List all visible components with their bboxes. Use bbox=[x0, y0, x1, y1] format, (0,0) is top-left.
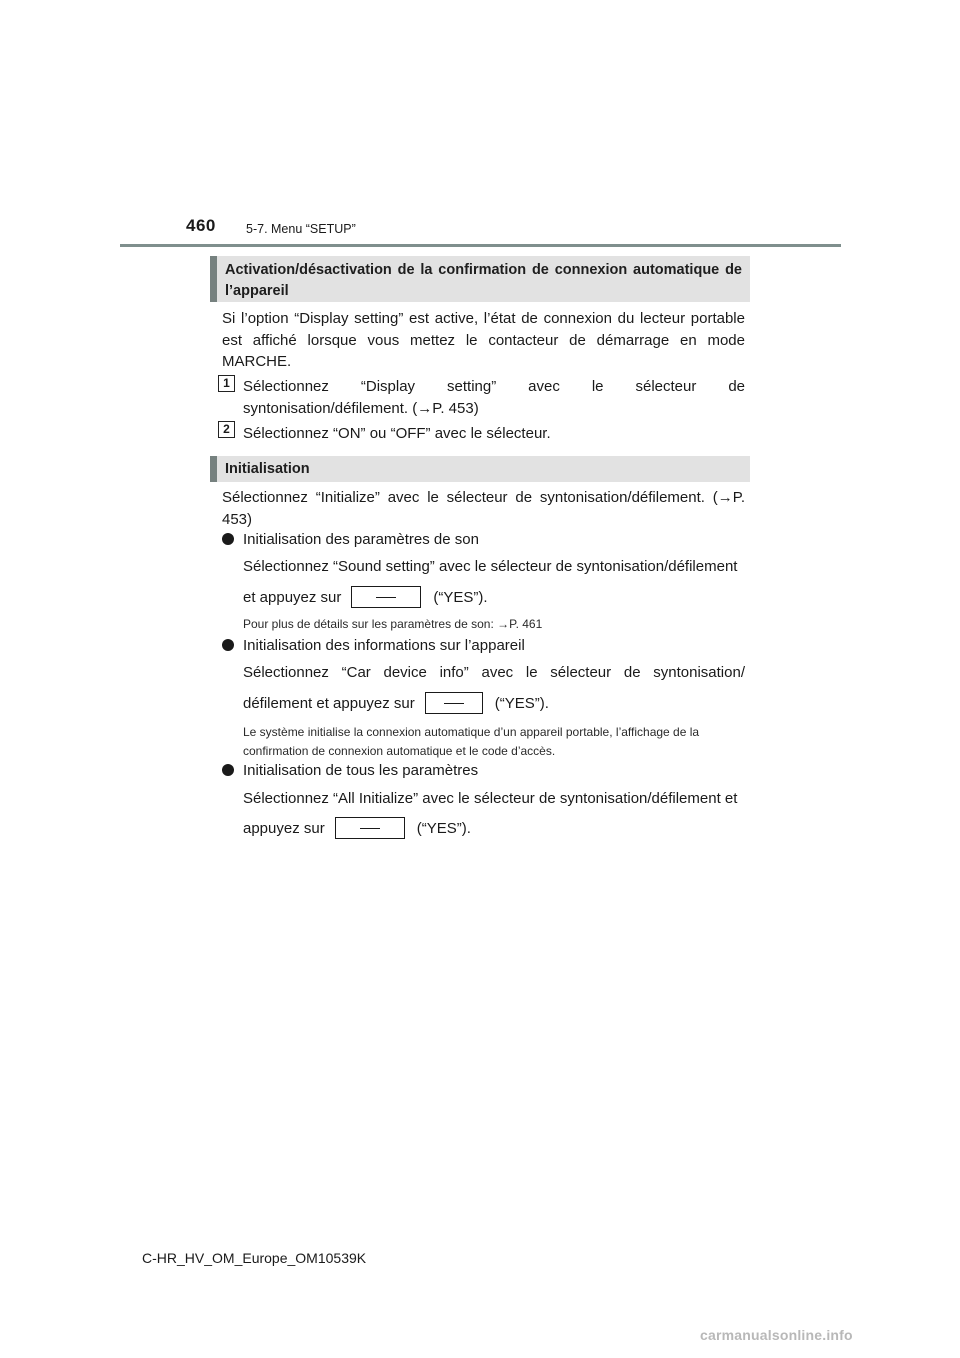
bullet-desc: Sélectionnez “All Initialize” avec le sélecteur de syntonisation/défilement et bbox=[243, 790, 738, 807]
dash-button-icon bbox=[351, 586, 421, 608]
section-heading-initialisation: Initialisation bbox=[210, 456, 750, 482]
heading-line-1: Activation/désactivation de la confirmation de connexion automatique de bbox=[225, 262, 742, 278]
section-title: 5-7. Menu “SETUP” bbox=[246, 222, 356, 236]
bullet-desc-line bbox=[243, 817, 471, 839]
dash-button-icon bbox=[425, 692, 483, 714]
bullet-title: Initialisation des paramètres de son bbox=[243, 531, 479, 548]
bullet-desc: Sélectionnez “Sound setting” avec le sélecteur de syntonisation/défilement bbox=[243, 558, 738, 575]
bullet-desc-line bbox=[243, 692, 549, 714]
heading-line-2: l’appareil bbox=[225, 283, 289, 299]
bullet-desc-after: (“YES”). bbox=[433, 588, 488, 606]
bullet-desc-before: appuyez sur bbox=[243, 819, 325, 837]
intro-paragraph: Si l’option “Display setting” est active, l’état de connexion du lecteur portable est affiché lorsque vous mettez le contacteur de démarrage en mode MARCHE. bbox=[222, 310, 745, 370]
bullet-icon bbox=[222, 639, 234, 651]
initialize-intro: Sélectionnez “Initialize” avec le sélecteur de syntonisation/défilement. (→P. 453) bbox=[222, 489, 745, 528]
document-code: C-HR_HV_OM_Europe_OM10539K bbox=[142, 1250, 367, 1266]
bullet-desc-after: (“YES”). bbox=[494, 694, 549, 712]
bullet-desc: Sélectionnez “Car device info” avec le sélecteur de syntonisation/ bbox=[243, 664, 745, 681]
bullet-desc-line bbox=[243, 586, 488, 608]
bullet-icon bbox=[222, 533, 234, 545]
page-number: 460 bbox=[186, 216, 216, 235]
bullet-sound-settings bbox=[222, 530, 479, 550]
bullet-desc-before: et appuyez sur bbox=[243, 588, 342, 606]
step-1-badge: 1 bbox=[218, 375, 235, 392]
bullet-note: Pour plus de détails sur les paramètres de son: →P. 461 bbox=[243, 617, 543, 631]
bullet-desc-before: défilement et appuyez sur bbox=[243, 694, 415, 712]
header-rule bbox=[120, 244, 841, 247]
bullet-title: Initialisation des informations sur l’appareil bbox=[243, 637, 525, 654]
step-1-text: Sélectionnez “Display setting” avec le sélecteur de syntonisation/défilement. (→P. 453) bbox=[243, 378, 745, 417]
bullet-icon bbox=[222, 764, 234, 776]
bullet-desc-after: (“YES”). bbox=[416, 819, 471, 837]
bullet-note: Le système initialise la connexion automatique d’un appareil portable, l’affichage de la confirmation de connexion automatique et le code d’accès. bbox=[243, 725, 700, 758]
step-2-badge: 2 bbox=[218, 421, 235, 438]
section-heading-auto-connect bbox=[210, 256, 750, 302]
bullet-title: Initialisation de tous les paramètres bbox=[243, 762, 479, 779]
bullet-all-settings bbox=[222, 761, 478, 781]
step-2-text: Sélectionnez “ON” ou “OFF” avec le sélecteur. bbox=[243, 425, 551, 442]
watermark: carmanualsonline.info bbox=[700, 1327, 853, 1343]
dash-button-icon bbox=[335, 817, 405, 839]
bullet-device-info bbox=[222, 636, 525, 656]
